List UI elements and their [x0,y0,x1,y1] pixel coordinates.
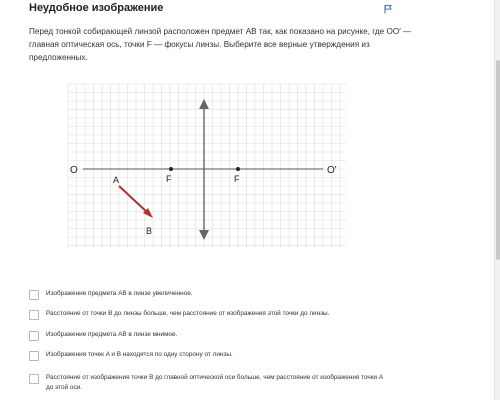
label-F-left: F [166,174,172,184]
option-2-label: Расстояние от точки B до линзы больше, чем расстояние от изображения этой точки до линзы. [46,310,330,317]
scrollbar-thumb[interactable] [496,60,500,260]
focus-left-point [169,167,173,171]
option-5-label: Расстояние от изображения точки B до главной оптической оси больше, чем расстояние от изображения точки A до этой оси. [46,374,383,391]
lens-bottom-arrow [199,230,209,240]
option-3[interactable] [29,330,469,341]
label-A: A [113,175,120,185]
optics-figure [66,82,348,250]
page-title: Неудобное изображение [29,2,164,14]
option-3-label: Изображение предмета AB в линзе мнимое. [46,331,178,338]
option-4-label: Изображения точек A и B находятся по одну сторону от линзы. [46,351,233,358]
flag-icon[interactable] [383,4,393,14]
option-5[interactable] [29,373,389,392]
object-arrow-line [119,186,148,213]
label-F-right: F [234,174,240,184]
option-4-checkbox[interactable] [29,351,39,361]
option-1[interactable] [29,289,469,300]
option-5-checkbox[interactable] [29,374,39,384]
question-text: Перед тонкой собирающей линзой расположен предмет AB так, как показано на рисунке, где OO′ — главная оптическая ось, точки F — фокусы линзы. Выберите все верные утверждения из предложенных. [29,27,412,62]
focus-right-point [236,167,240,171]
option-4[interactable] [29,350,469,361]
lens-top-arrow [199,99,209,109]
scrollbar[interactable] [494,0,500,400]
label-O: O [70,165,78,176]
option-1-label: Изображение предмета AB в линзе увеличенное. [46,290,193,297]
option-3-checkbox[interactable] [29,331,39,341]
option-1-checkbox[interactable] [29,290,39,300]
label-O-prime: O' [327,165,337,176]
option-2-checkbox[interactable] [29,310,39,320]
label-B: B [146,226,153,236]
option-2[interactable] [29,309,469,320]
